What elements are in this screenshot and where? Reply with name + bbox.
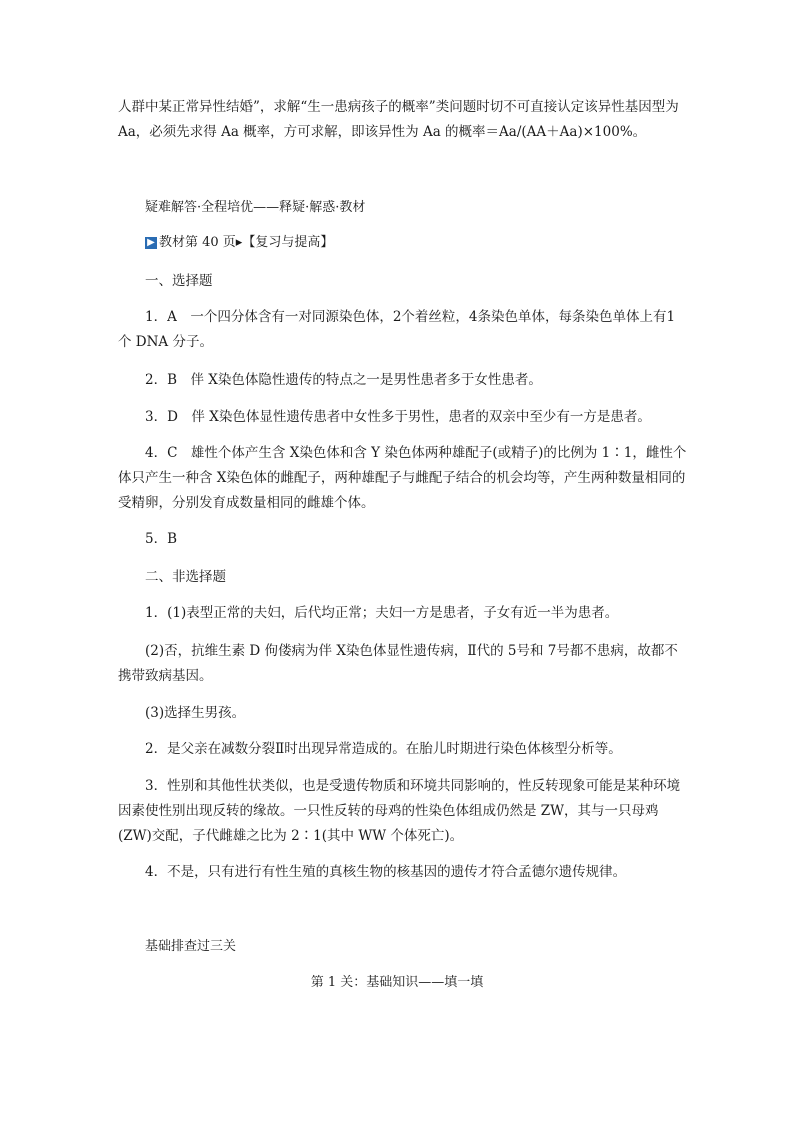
- nonchoice-heading: 二、非选择题: [145, 569, 226, 585]
- choice-heading: 一、选择题: [145, 273, 213, 289]
- textbook-reference-label: 教材第 40 页▸【复习与提高】: [159, 235, 334, 250]
- nonchoice-answer-3: 3．性别和其他性状类似，也是受遗传物质和环境共同影响的，性反转现象可能是某种环境因素使性别出现反转的缘故。一只性反转的母鸡的性染色体组成仍然是 ZW，其与一只母鸡(ZW)交配，子代雌雄之比为 2∶1(其中 WW 个体死亡)。: [118, 778, 681, 844]
- level-1-title: 第 1 关：基础知识——填一填: [310, 975, 484, 990]
- nonchoice-answer-1-1: 1．(1)表型正常的夫妇，后代均正常；夫妇一方是患者，子女有近一半为患者。: [145, 605, 619, 621]
- nonchoice-answer-4: 4．不是，只有进行有性生殖的真核生物的核基因的遗传才符合孟德尔遗传规律。: [145, 864, 627, 880]
- choice-answer-1: 1．A 一个四分体含有一对同源染色体，2个着丝粒，4条染色单体，每条染色单体上有1个 DNA 分子。: [118, 309, 676, 350]
- intro-paragraph: 人群中某正常异性结婚”，求解“生一患病孩子的概率”类问题时切不可直接认定该异性基因型为 Aa，必须先求得 Aa 概率，方可求解，即该异性为 Aa 的概率＝Aa/(AA＋Aa)×100%。: [118, 99, 679, 140]
- basic-check-title: 基础排查过三关: [145, 939, 237, 954]
- choice-answer-4: 4．C 雄性个体产生含 X染色体和含 Y 染色体两种雄配子(或精子)的比例为 1∶1，雌性个体只产生一种含 X染色体的雌配子，两种雄配子与雌配子结合的机会均等，产生两种数量相同的受精卵，分别发育成数量相同的雌雄个体。: [118, 445, 687, 511]
- nonchoice-answer-1-2: (2)否，抗维生素 D 佝偻病为伴 X染色体显性遗传病，Ⅱ代的 5号和 7号都不患病，故都不携带致病基因。: [118, 643, 678, 684]
- section-title: 疑难解答·全程培优——释疑·解惑·教材: [145, 200, 366, 215]
- choice-answer-2: 2．B 伴 X染色体隐性遗传的特点之一是男性患者多于女性患者。: [145, 372, 542, 388]
- nonchoice-answer-1-3: (3)选择生男孩。: [145, 705, 246, 721]
- textbook-reference: [145, 233, 333, 253]
- arrow-icon: ▶: [145, 237, 157, 249]
- choice-answer-5: 5．B: [145, 531, 178, 547]
- nonchoice-answer-2: 2．是父亲在减数分裂Ⅱ时出现异常造成的。在胎儿时期进行染色体核型分析等。: [145, 741, 622, 757]
- choice-answer-3: 3．D 伴 X染色体显性遗传患者中女性多于男性，患者的双亲中至少有一方是患者。: [145, 409, 651, 425]
